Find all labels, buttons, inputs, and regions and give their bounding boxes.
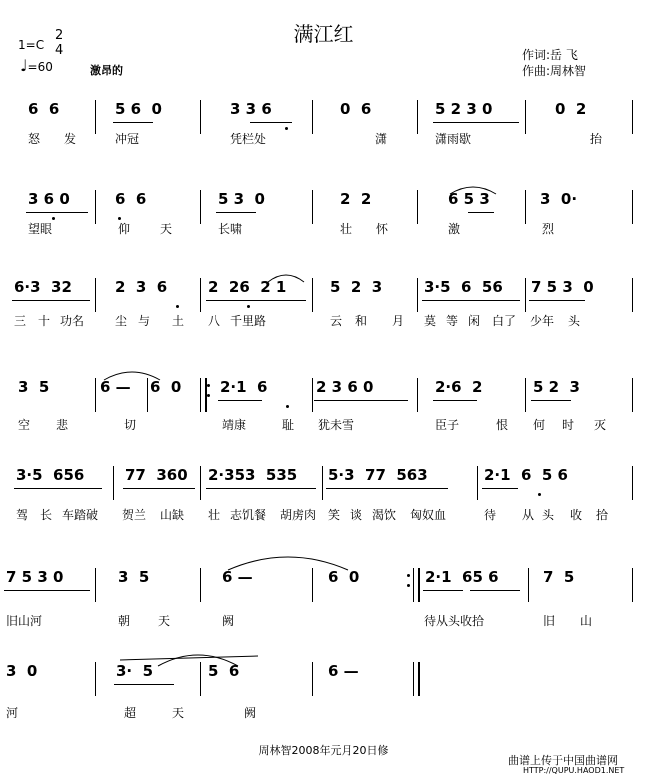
page-title: 满江红 <box>293 22 354 46</box>
slur <box>226 552 350 570</box>
measure-notes: 5 2 3 <box>330 278 383 296</box>
lyric: 白了 <box>492 314 517 328</box>
measure-notes: 5 6 0 <box>115 100 162 118</box>
measure-notes: 6 6 <box>115 190 147 208</box>
lyric: 闲 <box>468 314 481 328</box>
barline <box>312 662 313 696</box>
lyric: 山缺 <box>160 508 185 522</box>
lyric: 阙 <box>222 614 235 628</box>
barline <box>312 568 313 602</box>
lyric: 从 <box>522 508 535 522</box>
beam-underline <box>12 300 90 301</box>
measure-notes: 5·3 77 563 <box>328 466 428 484</box>
measure-notes: 3·5 656 <box>16 466 85 484</box>
repeat-dot <box>207 384 210 387</box>
barline <box>95 100 96 134</box>
lyric: 潇 <box>375 132 388 146</box>
lyric: 十 <box>38 314 51 328</box>
low-octave-dot <box>286 405 289 408</box>
beam-underline <box>531 400 571 401</box>
lyric: 犹未雪 <box>318 418 355 432</box>
barline <box>525 190 526 224</box>
lyricist-credit: 作词:岳 飞 <box>522 48 578 62</box>
barline <box>147 378 148 412</box>
measure-notes: 6 0 <box>150 378 182 396</box>
low-octave-dot <box>247 305 250 308</box>
beam-underline <box>123 488 195 489</box>
beam-underline <box>216 212 256 213</box>
lyric: 三 <box>14 314 27 328</box>
measure-notes: 2·353 535 <box>208 466 298 484</box>
lyric: 凭栏处 <box>230 132 267 146</box>
barline <box>477 466 478 500</box>
measure-notes: 7 5 3 0 <box>6 568 64 586</box>
lyric: 驾 <box>16 508 29 522</box>
lyric: 悲 <box>56 418 69 432</box>
barline <box>200 568 201 602</box>
quarter-note-icon: ♩ <box>20 56 28 75</box>
measure-notes: 6 5 3 <box>448 190 490 208</box>
barline <box>417 100 418 134</box>
measure-notes: 2 3 6 <box>115 278 168 296</box>
lyric: 天 <box>160 222 173 236</box>
lyric: 朝 <box>118 614 131 628</box>
low-octave-dot <box>176 305 179 308</box>
slur <box>102 368 162 380</box>
measure-notes: 3·5 6 56 <box>424 278 503 296</box>
lyric: 志饥餐 <box>230 508 267 522</box>
barline <box>312 190 313 224</box>
tempo-value: =60 <box>27 60 53 74</box>
barline <box>632 100 633 134</box>
beam-underline <box>433 400 477 401</box>
low-octave-dot <box>538 493 541 496</box>
lyric: 冲冠 <box>115 132 140 146</box>
low-octave-dot <box>285 127 288 130</box>
lyric: 待从头收拾 <box>424 614 485 628</box>
barline <box>95 662 96 696</box>
beam-underline <box>433 122 519 123</box>
barline <box>113 466 114 500</box>
beam-underline <box>422 300 520 301</box>
slur <box>266 272 306 282</box>
barline <box>200 190 201 224</box>
beam-underline <box>113 122 153 123</box>
lyric: 怀 <box>376 222 389 236</box>
beam-underline <box>423 590 463 591</box>
measure-notes: 2·1 6 5 6 <box>484 466 568 484</box>
measure-notes: 6 — <box>222 568 253 586</box>
beam-underline <box>529 300 585 301</box>
measure-notes: 0 6 <box>340 100 372 118</box>
lyric: 怒 <box>28 132 41 146</box>
tempo-marking <box>20 56 53 75</box>
lyric: 壮 <box>208 508 221 522</box>
lyric: 少年 <box>530 314 555 328</box>
repeat-dot <box>207 394 210 397</box>
lyric: 八 <box>208 314 221 328</box>
barline <box>200 278 201 312</box>
barline <box>200 100 201 134</box>
lyric: 天 <box>158 614 171 628</box>
lyric: 烈 <box>542 222 555 236</box>
lyric: 头 <box>542 508 555 522</box>
measure-notes: 0 2 <box>555 100 587 118</box>
measure-notes: 6·3 32 <box>14 278 72 296</box>
measure-notes: 2 26 2 1 <box>208 278 287 296</box>
lyric: 与 <box>138 314 151 328</box>
lyric: 恨 <box>496 418 509 432</box>
barline <box>417 378 418 412</box>
measure-notes: 2 2 <box>340 190 372 208</box>
composer-credit: 作曲:周林智 <box>522 64 587 78</box>
lyric: 等 <box>446 314 459 328</box>
watermark-url: HTTP://QUPU.HAOD1.NET <box>523 766 625 775</box>
lyric: 月 <box>392 314 405 328</box>
measure-notes: 5 3 0 <box>218 190 265 208</box>
measure-notes: 3 0· <box>540 190 578 208</box>
repeat-barline <box>413 568 420 602</box>
measure-notes: 6 — <box>328 662 359 680</box>
lyric: 旧山河 <box>6 614 43 628</box>
measure-notes: 7 5 <box>543 568 575 586</box>
time-signature-top: 2 <box>55 28 64 43</box>
lyric: 云 <box>330 314 343 328</box>
barline <box>312 100 313 134</box>
lyric: 空 <box>18 418 31 432</box>
beam-underline <box>326 488 448 489</box>
beam-underline <box>250 122 292 123</box>
lyric: 阙 <box>244 706 257 720</box>
lyric: 谈 <box>350 508 363 522</box>
lyric: 渴饮 <box>372 508 397 522</box>
measure-notes: 2·1 6 <box>220 378 268 396</box>
lyric: 仰 <box>118 222 131 236</box>
beam-underline <box>218 400 262 401</box>
measure-notes: 3 5 <box>118 568 150 586</box>
measure-notes: 2·6 2 <box>435 378 483 396</box>
lyric: 何 <box>533 418 546 432</box>
lyric: 切 <box>124 418 137 432</box>
barline <box>417 190 418 224</box>
lyric: 山 <box>580 614 593 628</box>
barline <box>95 378 96 412</box>
measure-notes: 3· 5 <box>116 662 154 680</box>
beam-underline <box>470 590 520 591</box>
beam-underline <box>26 212 88 213</box>
lyric: 和 <box>355 314 368 328</box>
lyric: 千里路 <box>230 314 267 328</box>
beam-underline <box>468 212 494 213</box>
barline <box>95 568 96 602</box>
measure-notes: 77 360 <box>125 466 188 484</box>
lyric: 耻 <box>282 418 295 432</box>
barline <box>528 568 529 602</box>
barline <box>312 278 313 312</box>
beam-underline <box>206 488 316 489</box>
lyric: 激 <box>448 222 461 236</box>
lyric: 灭 <box>594 418 607 432</box>
beam-underline <box>14 488 102 489</box>
lyric: 待 <box>484 508 497 522</box>
lyric: 匈奴血 <box>410 508 447 522</box>
repeat-barline <box>200 378 207 412</box>
repeat-dot <box>407 574 410 577</box>
measure-notes: 5 2 3 0 <box>435 100 493 118</box>
barline <box>417 278 418 312</box>
barline <box>95 190 96 224</box>
lyric: 超 <box>124 706 137 720</box>
lyric: 莫 <box>424 314 437 328</box>
repeat-dot <box>407 584 410 587</box>
lyric: 拾 <box>596 508 609 522</box>
lyric: 收 <box>570 508 583 522</box>
lyric: 土 <box>172 314 185 328</box>
measure-notes: 6 6 <box>28 100 60 118</box>
beam-underline <box>206 300 306 301</box>
barline <box>632 190 633 224</box>
measure-notes: 2·1 65 6 <box>425 568 499 586</box>
beam-underline <box>4 590 90 591</box>
barline <box>632 568 633 602</box>
barline <box>322 466 323 500</box>
beam-underline <box>482 488 518 489</box>
watermark-site: 曲谱上传于中国曲谱网 <box>508 754 618 767</box>
lyric: 望眼 <box>28 222 53 236</box>
lyric: 功名 <box>60 314 85 328</box>
barline <box>525 100 526 134</box>
barline <box>525 278 526 312</box>
lyric: 抬 <box>590 132 603 146</box>
barline <box>632 278 633 312</box>
lyric: 长 <box>40 508 53 522</box>
barline <box>312 378 313 412</box>
slur <box>448 184 498 194</box>
key-signature: 1=C <box>18 38 45 52</box>
lyric: 贺兰 <box>122 508 147 522</box>
lyric: 时 <box>562 418 575 432</box>
time-signature-bottom: 4 <box>55 43 64 58</box>
barline <box>525 378 526 412</box>
time-signature <box>55 28 63 58</box>
barline <box>200 466 201 500</box>
beam-underline <box>314 400 408 401</box>
lyric: 尘 <box>115 314 128 328</box>
measure-notes: 6 — <box>100 378 131 396</box>
lyric: 旧 <box>543 614 556 628</box>
slur <box>118 654 260 668</box>
lyric: 笑 <box>328 508 341 522</box>
barline <box>632 378 633 412</box>
lyric: 潇雨歇 <box>435 132 472 146</box>
lyric: 壮 <box>340 222 353 236</box>
lyric: 河 <box>6 706 19 720</box>
measure-notes: 7 5 3 0 <box>531 278 594 296</box>
lyric: 长啸 <box>218 222 243 236</box>
low-octave-dot <box>52 217 55 220</box>
lyric: 臣子 <box>435 418 460 432</box>
lyric: 天 <box>172 706 185 720</box>
measure-notes: 5 2 3 <box>533 378 580 396</box>
lyric: 发 <box>64 132 77 146</box>
barline <box>632 466 633 500</box>
barline <box>95 278 96 312</box>
revision-footer: 周林智2008年元月20日修 <box>258 744 389 757</box>
measure-notes: 5 6 <box>208 662 240 680</box>
measure-notes: 3 0 <box>6 662 38 680</box>
measure-notes: 6 0 <box>328 568 360 586</box>
measure-notes: 3 5 <box>18 378 50 396</box>
lyric: 靖康 <box>222 418 247 432</box>
final-barline <box>413 662 420 696</box>
measure-notes: 2 3 6 0 <box>316 378 374 396</box>
lyric: 头 <box>568 314 581 328</box>
beam-underline <box>114 684 174 685</box>
expression-marking: 激昂的 <box>90 64 123 77</box>
lyric: 胡虏肉 <box>280 508 317 522</box>
measure-notes: 3 6 0 <box>28 190 70 208</box>
lyric: 车踏破 <box>62 508 99 522</box>
measure-notes: 3 3 6 <box>230 100 272 118</box>
